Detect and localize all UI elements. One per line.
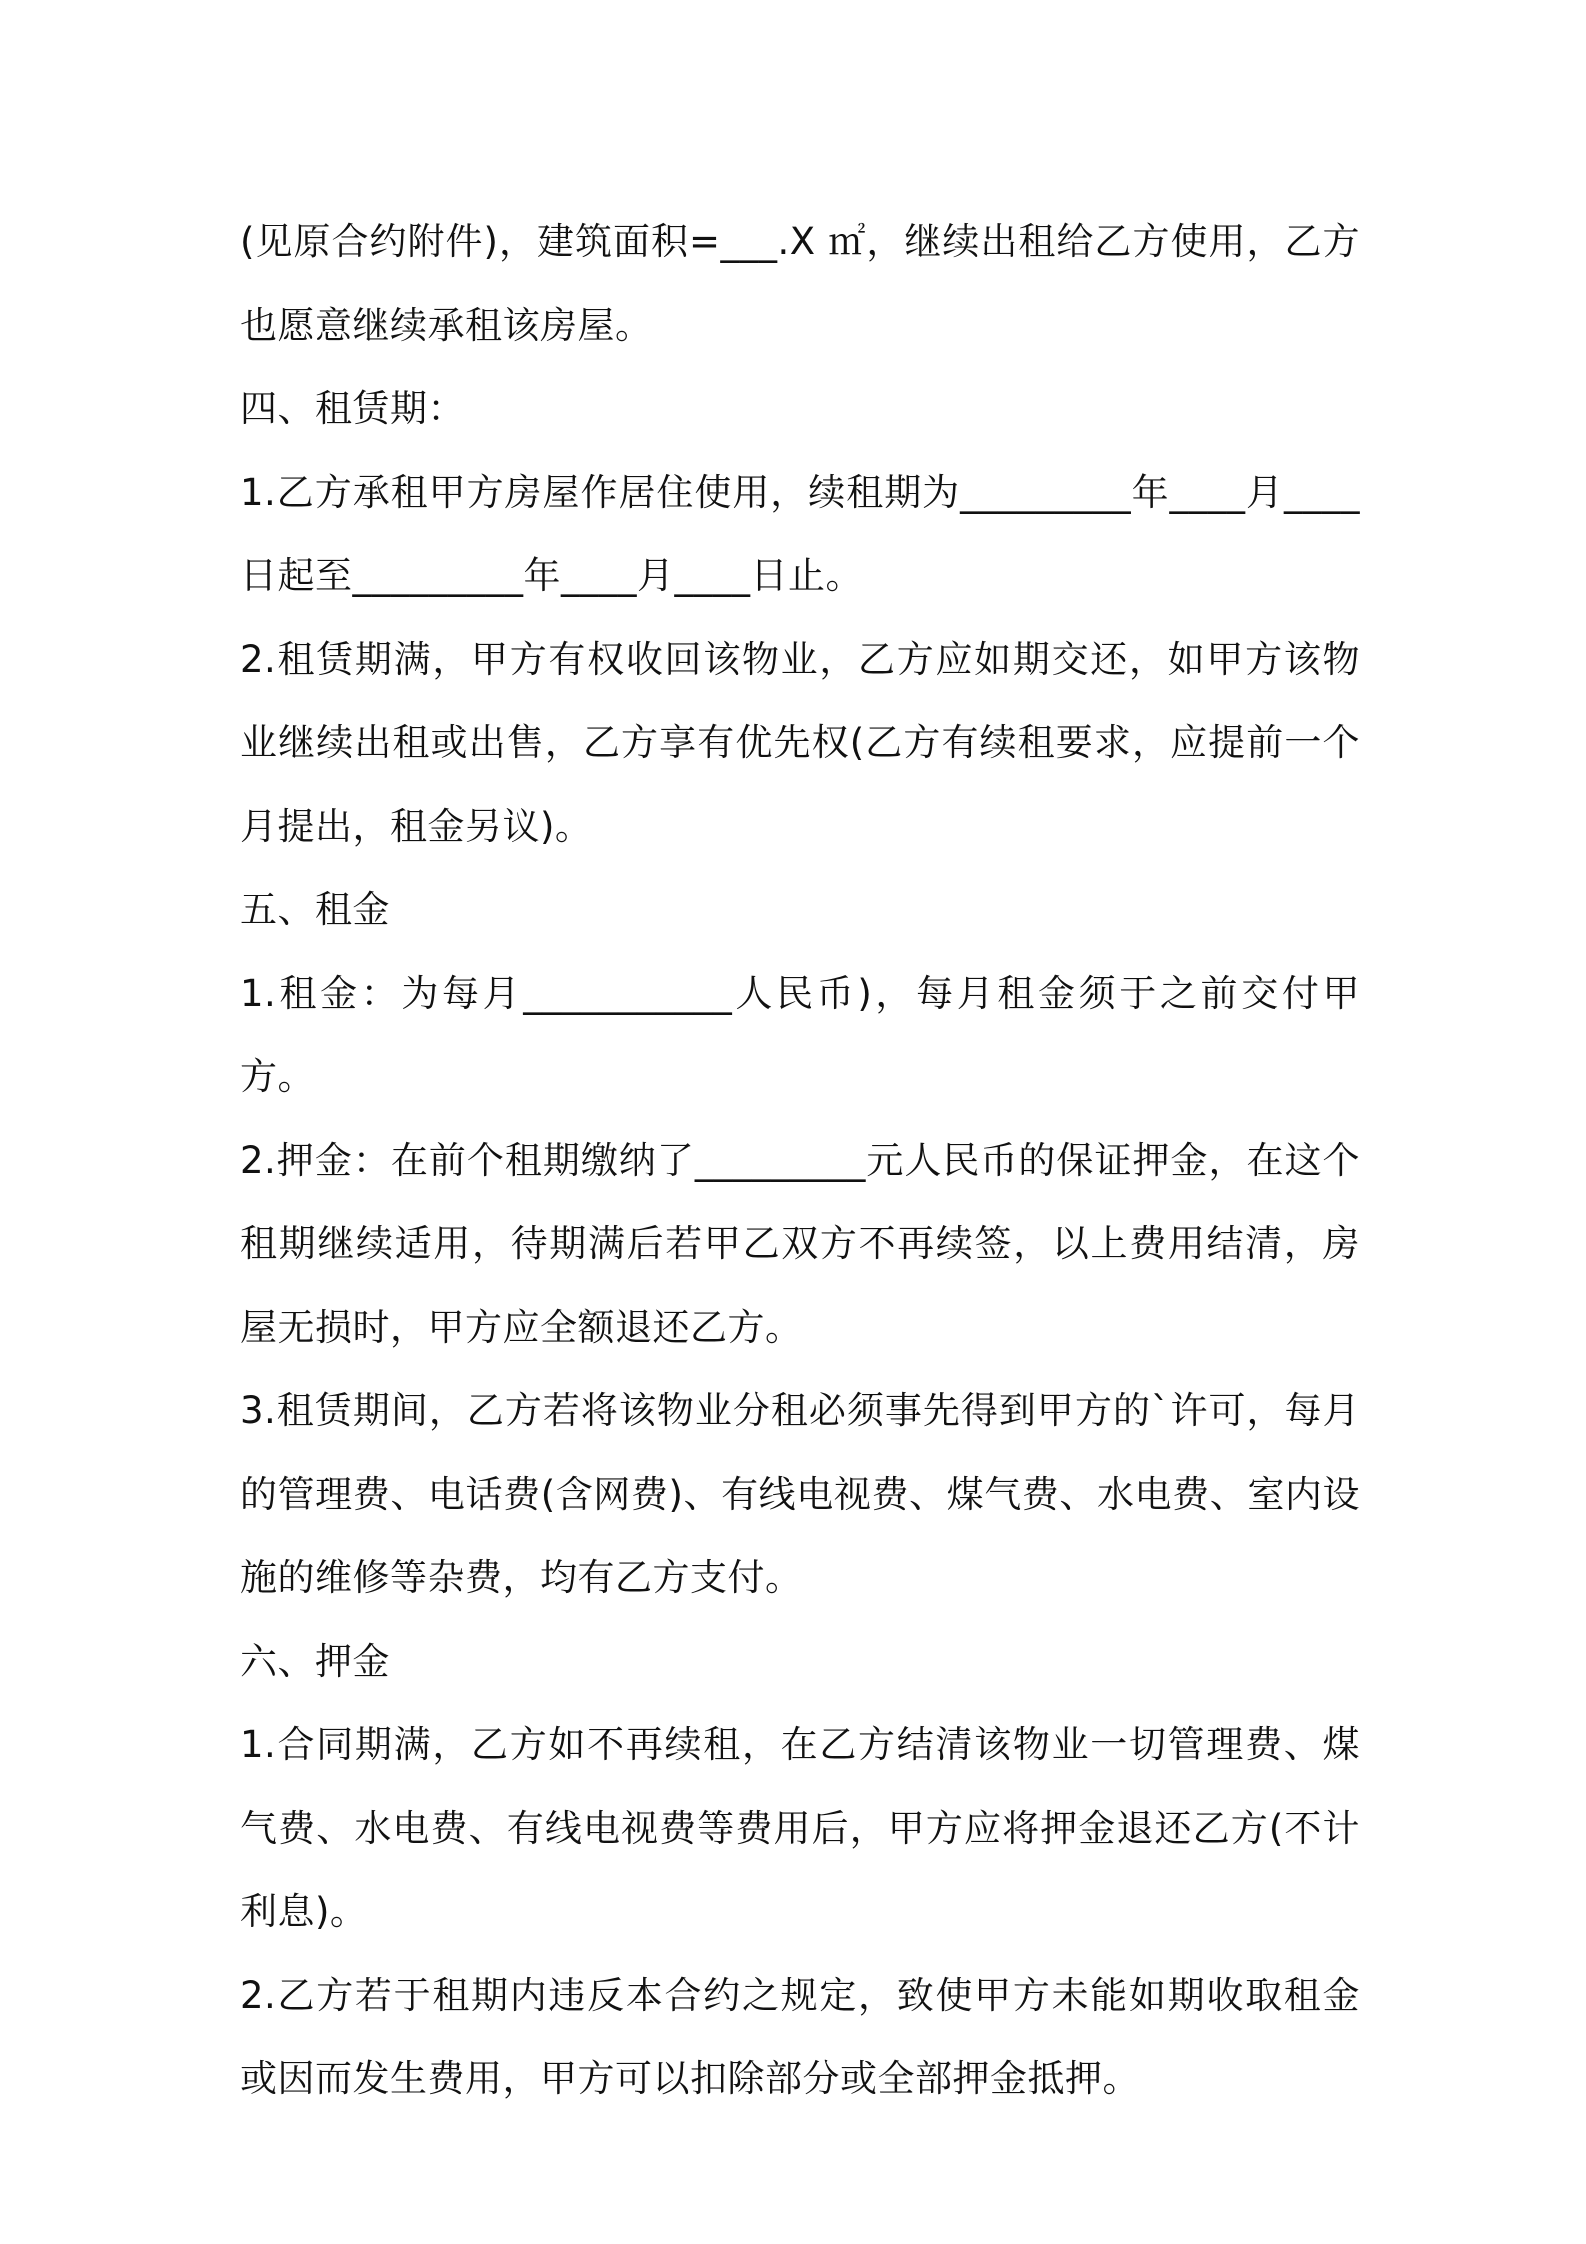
clause-rent-3: 3.租赁期间，乙方若将该物业分租必须事先得到甲方的`许可，每月的管理费、电话费(含网费)、有线电视费、煤气费、水电费、室内设施的维修等杂费，均有乙方支付。 [240, 1389, 1360, 1599]
clause-deposit-1: 1.合同期满，乙方如不再续租，在乙方结清该物业一切管理费、煤气费、水电费、有线电视费等费用后，甲方应将押金退还乙方(不计利息)。 [240, 1723, 1360, 1933]
section-heading-lease-term: 四、租赁期： [240, 387, 465, 430]
document-body [240, 200, 1360, 2121]
section-heading-rent: 五、租金 [240, 888, 390, 931]
section-heading-deposit: 六、押金 [240, 1639, 390, 1683]
clause-lease-term-2: 2.租赁期满，甲方有权收回该物业，乙方应如期交还，如甲方该物业继续出租或出售，乙方享有优先权(乙方有续租要求，应提前一个月提出，租金另议)。 [240, 637, 1360, 848]
clause-rent-2: 2.押金：在前个租期缴纳了_________元人民币的保证押金，在这个租期继续适用，待期满后若甲乙双方不再续签，以上费用结清，房屋无损时，甲方应全额退还乙方。 [240, 1138, 1360, 1349]
paragraph-area-continuation: (见原合约附件)，建筑面积=___.X ㎡，继续出租给乙方使用，乙方也愿意继续承租该房屋。 [240, 220, 1360, 347]
clause-lease-term-1: 1.乙方承租甲方房屋作居住使用，续租期为_________年____月____日起至_________年____月____日止。 [240, 470, 1360, 597]
clause-rent-1: 1.租金：为每月___________人民币)，每月租金须于之前交付甲方。 [240, 971, 1360, 1098]
clause-deposit-2: 2.乙方若于租期内违反本合约之规定，致使甲方未能如期收取租金或因而发生费用，甲方可以扣除部分或全部押金抵押。 [240, 1973, 1360, 2100]
